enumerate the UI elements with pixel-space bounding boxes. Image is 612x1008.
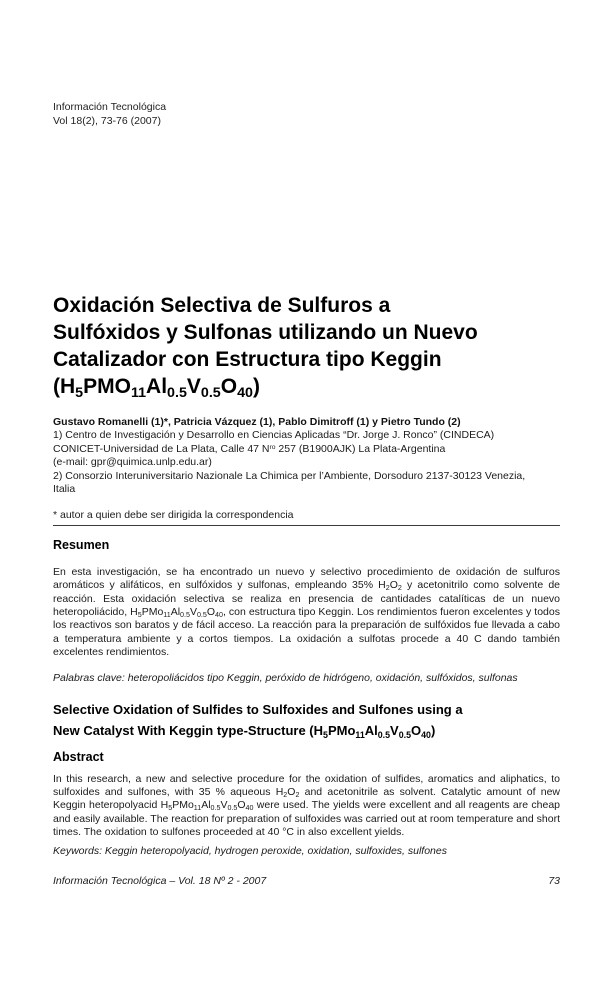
resumen-heading: Resumen xyxy=(53,537,110,552)
page-footer xyxy=(53,875,560,888)
journal-header xyxy=(53,101,560,128)
article-title-spanish: Oxidación Selectiva de Sulfuros a Sulfóxidos y Sulfonas utilizando un Nuevo Catalizador con Estructura tipo Keggin $(H_5PMO_{11}Al_{0.5}V_{0.5}O_{40})$ xyxy=(53,294,478,401)
page-number: 73 xyxy=(548,874,560,887)
resumen-body: En esta investigación, se ha encontrado un nuevo y selectivo procedimiento de oxidación de sulfuros aromáticos y alifáticos, en sulfóxidos y sulfonas, empleando 35% $H_2O_2$ y acetonitrilo como solvente de reacción. Esta oxidación selectiva se realiza en presencia de cantidades catalíticas de un nuevo heteropoliácido, $H_5PMo_{11}Al_{0.5}V_{0.5}O_{40}$, con estructura tipo Keggin. Los rendimientos fueron excelentes y todos los reactivos son baratos y de fácil acceso. La reacción para la preparación de sulfóxidos fue llevada a cabo a temperatura ambiente y a cortos tiempos. La oxidación a sulfotas procede a 40 C dando también excelentes rendimientos. xyxy=(53,565,561,658)
article-title-english: Selective Oxidation of Sulfides to Sulfoxides and Sulfones using a New Catalyst With Keggin type-Structure $(H_5PMo_{11}Al_{0.5}V_{0.5}O_{40})$ xyxy=(53,701,463,740)
keywords-line: Keywords: Keggin heteropolyacid, hydrogen peroxide, oxidation, sulfoxides, sulfones xyxy=(53,845,447,858)
abstract-body: In this research, a new and selective procedure for the oxidation of sulfides, aromatics and aliphatics, to sulfoxides and sulfones, with 35 % aqueous $H_2O_2$ and acetonitrile as solvent. Catalytic amount of new Keggin heteropolyacid $H_5PMo_{11}Al_{0.5}V_{0.5}O_{40}$ were used. The yields were excellent and all reagents are cheap and easily available. The reaction for preparation of sulfoxides was carried out at room temperature and short times. The oxidation to sulfones proceeded at 40 °C in also excellent yields. xyxy=(53,772,560,839)
footer-journal-line: Información Tecnológica – Vol. 18 Nº 2 - 2007 xyxy=(53,874,267,887)
authors-line: Gustavo Romanelli (1)*, Patricia Vázquez (1), Pablo Dimitroff (1) y Pietro Tundo (2) xyxy=(53,416,461,428)
journal-name: Información Tecnológica xyxy=(53,101,167,113)
affiliations-block: 1) Centro de Investigación y Desarrollo en Ciencias Aplicadas “Dr. Jorge J. Ronco” (CINDECA) CONICET-Universidad de La Plata, Calle 47 $N^{ro}$ 257 (B1900AJK) La Plata-Argentina (e-mail: gpr@quimica.unlp.edu.ar) 2) Consorzio Interuniversitario Nazionale La Chimica per l’Ambiente, Dorsoduro 2137-30123 Venezia, Italia xyxy=(53,429,526,496)
palabras-clave-line: Palabras clave: heteropoliácidos tipo Keggin, peróxido de hidrógeno, oxidación, sulfóxidos, sulfonas xyxy=(53,672,518,685)
correspondence-note: * autor a quien debe ser dirigida la correspondencia xyxy=(53,509,560,525)
abstract-heading: Abstract xyxy=(53,749,104,764)
journal-volume-line: Vol 18(2), 73-76 (2007) xyxy=(53,114,161,127)
